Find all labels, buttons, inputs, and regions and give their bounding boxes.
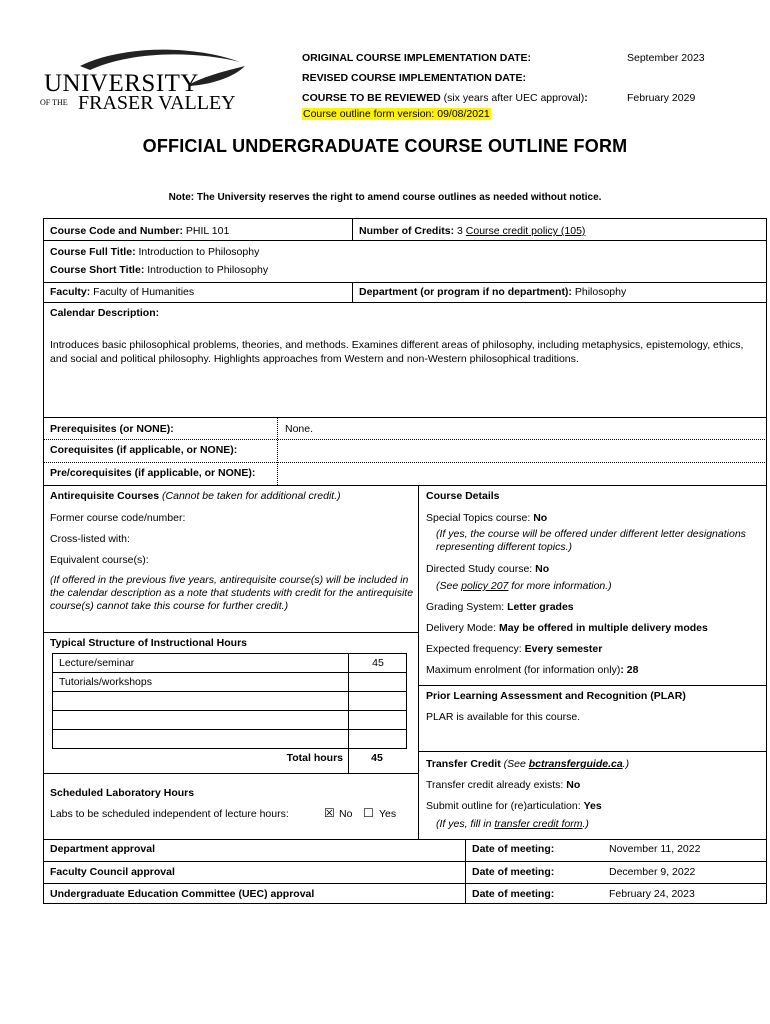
total-hours-value: 45 [371, 752, 383, 764]
approval-row [43, 883, 767, 906]
corequisites-label: Corequisites (if applicable, or NONE): [50, 444, 238, 456]
plar-text: PLAR is available for this course. [426, 711, 581, 723]
cross-listed-label: Cross-listed with: [50, 533, 130, 545]
expected-frequency-field: Expected frequency: Every semester [426, 643, 603, 655]
logo-text-fraser-valley: FRASER VALLEY [78, 92, 236, 114]
review-date-value: February 2029 [627, 92, 696, 104]
hours-row [52, 653, 407, 672]
logo-text-university: UNIVERSITY [44, 70, 199, 97]
calendar-description-label: Calendar Description: [50, 307, 160, 319]
directed-study-note: (See policy 207 for more information.) [436, 580, 612, 592]
approval-label: Faculty Council approval [50, 865, 175, 878]
approval-date-value: November 11, 2022 [609, 843, 701, 855]
lab-question: Labs to be scheduled independent of lecture hours: [50, 808, 289, 820]
approval-date-label: Date of meeting: [472, 865, 555, 878]
disclaimer-note: Note: The University reserves the right to amend course outlines as needed without notice. [168, 192, 602, 203]
hours-row [52, 710, 407, 729]
rearticulation-field: Submit outline for (re)articulation: Yes [426, 800, 602, 812]
instructional-hours-heading: Typical Structure of Instructional Hours [50, 637, 247, 649]
page-title: OFFICIAL UNDERGRADUATE COURSE OUTLINE FORM [142, 136, 628, 156]
logo-text-of-the: OF THE [40, 98, 68, 107]
max-enrolment-field: Maximum enrolment (for information only): 28 [426, 664, 639, 676]
hours-row-label: Tutorials/workshops [59, 676, 152, 688]
credits-field: Number of Credits: 3 Course credit policy (105) [359, 225, 586, 237]
lab-yes-label: Yes [379, 808, 397, 820]
lab-yes-checkbox[interactable]: ☐ [363, 806, 374, 820]
policy-207-link[interactable]: policy 207 [461, 580, 509, 592]
hours-row [52, 729, 407, 748]
transfer-credit-heading: Transfer Credit (See bctransferguide.ca.) [426, 758, 630, 770]
faculty-field: Faculty: Faculty of Humanities [50, 286, 195, 298]
course-outline-form [43, 218, 767, 904]
approval-label: Department approval [50, 843, 156, 855]
total-hours-label: Total hours [286, 752, 343, 764]
special-topics-field: Special Topics course: No [426, 512, 548, 524]
form-version: Course outline form version: 09/08/2021 [303, 108, 490, 120]
approval-row [43, 861, 767, 884]
approval-date-value: December 9, 2022 [609, 865, 696, 878]
review-note: (six years after UEC approval) [440, 92, 585, 104]
precorequisites-label: Pre/corequisites (if applicable, or NONE): [50, 467, 256, 479]
approval-date-label: Date of meeting: [472, 843, 555, 855]
approval-label: Undergraduate Education Committee (UEC) approval [50, 888, 315, 901]
hours-row-label: Lecture/seminar [59, 657, 135, 669]
grading-system-field: Grading System: Letter grades [426, 601, 574, 613]
hours-table [52, 653, 407, 771]
full-title-field: Course Full Title: Introduction to Philosophy [50, 246, 260, 258]
approval-date-label: Date of meeting: [472, 888, 555, 901]
department-field: Department (or program if no department): Philosophy [359, 286, 627, 298]
bctransferguide-link[interactable]: bctransferguide.ca [528, 758, 623, 770]
hours-row [52, 691, 407, 710]
plar-heading: Prior Learning Assessment and Recognition (PLAR) [426, 690, 686, 702]
lab-no-checkbox[interactable]: ☒ [324, 806, 335, 820]
transfer-form-note: (If yes, fill in transfer credit form.) [436, 818, 589, 830]
lab-no-label: No [339, 808, 353, 820]
prerequisites-value: None. [285, 423, 314, 435]
transfer-credit-form-link[interactable]: transfer credit form [494, 818, 583, 830]
revised-date-label: REVISED COURSE IMPLEMENTATION DATE: [302, 72, 527, 84]
lab-hours-heading: Scheduled Laboratory Hours [50, 787, 195, 799]
hours-row-value: 45 [372, 657, 384, 669]
directed-study-field: Directed Study course: No [426, 563, 550, 575]
prerequisites-label: Prerequisites (or NONE): [50, 423, 174, 435]
approval-row [43, 839, 767, 861]
antirequisite-heading: Antirequisite Courses (Cannot be taken for additional credit.) [50, 490, 341, 502]
approvals-table [43, 839, 767, 906]
credit-policy-link[interactable]: Course credit policy (105) [465, 225, 586, 237]
equivalent-courses-label: Equivalent course(s): [50, 554, 149, 566]
review-colon: : [584, 92, 588, 104]
course-details-heading: Course Details [426, 490, 500, 502]
hours-row [52, 672, 407, 691]
review-line [302, 92, 588, 104]
course-code-field: Course Code and Number: PHIL 101 [50, 225, 230, 237]
special-topics-note: (If yes, the course will be offered under different letter designations representing different topics.) [436, 528, 746, 553]
short-title-field: Course Short Title: Introduction to Philosophy [50, 264, 269, 276]
original-date-value: September 2023 [627, 52, 705, 64]
former-code-label: Former course code/number: [50, 512, 186, 524]
approval-date-value: February 24, 2023 [609, 888, 695, 901]
delivery-mode-field: Delivery Mode: May be offered in multiple delivery modes [426, 622, 708, 634]
transfer-exists-field: Transfer credit already exists: No [426, 779, 581, 791]
original-date-label: ORIGINAL COURSE IMPLEMENTATION DATE: [302, 52, 532, 64]
calendar-description-text: Introduces basic philosophical problems, theories, and methods. Examines different areas of philosophy, including metaphysics, epistemology, ethics, and social and political philosophy. Highlights approaches from Western and non-Western philosophical traditions. [50, 339, 744, 365]
antirequisite-note: (If offered in the previous five years, antirequisite course(s) will be included in the calendar description as a note that students with credit for the antirequisite course(s) cannot take this course for further credit.) [50, 574, 414, 612]
hours-total-row [52, 748, 407, 771]
review-label: COURSE TO BE REVIEWED [302, 92, 441, 104]
university-logo [40, 44, 250, 124]
